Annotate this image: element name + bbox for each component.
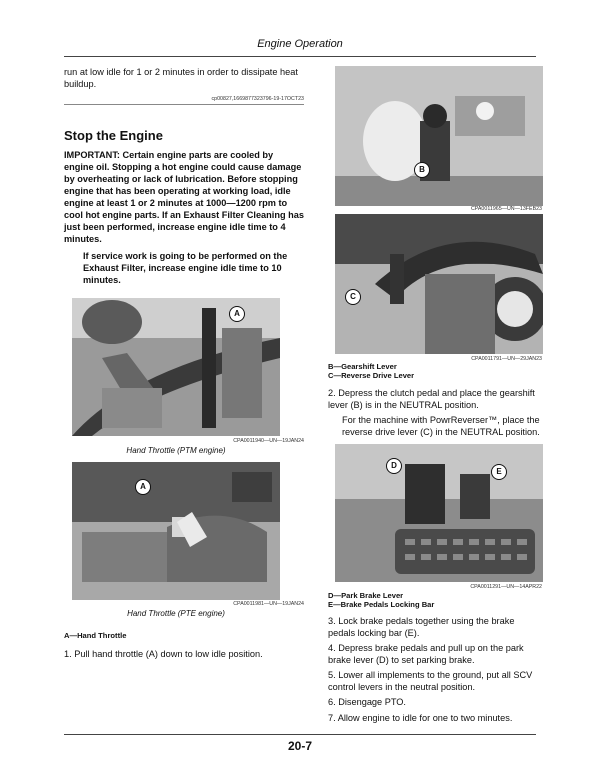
- important-block: [64, 149, 304, 245]
- legend-c: C—Reverse Drive Lever: [328, 371, 415, 380]
- step-5: 5. Lower all implements to the ground, put all SCV control levers in the neutral position.: [328, 670, 533, 692]
- step-1: 1. Pull hand throttle (A) down to low idle position.: [64, 649, 263, 659]
- important-label: IMPORTANT:: [64, 150, 120, 160]
- step-7: 7. Allow engine to idle for one to two minutes.: [328, 713, 513, 723]
- legend-b: B—Gearshift Lever: [328, 362, 397, 371]
- section-heading: Stop the Engine: [64, 128, 163, 143]
- step-6: 6. Disengage PTO.: [328, 697, 406, 707]
- important-note: If service work is going to be performed on the Exhaust Filter, increase engine idle time to 10 minutes.: [83, 251, 288, 285]
- fig2-code: CPA0011981—UN—19JAN24: [233, 601, 304, 607]
- section-rule: [64, 104, 304, 105]
- page-header: Engine Operation: [257, 38, 343, 50]
- intro-text: run at low idle for 1 or 2 minutes in order to dissipate heat buildup.: [64, 67, 298, 89]
- ref-code: cp00827,1669877323796-19-17OCT23: [211, 96, 304, 102]
- callout-d: D: [386, 458, 402, 474]
- callout-c: C: [345, 289, 361, 305]
- callout-b: B: [414, 162, 430, 178]
- legend-d: D—Park Brake Lever: [328, 591, 404, 600]
- fig2-caption: Hand Throttle (PTE engine): [127, 609, 225, 618]
- callout-a-2: A: [135, 479, 151, 495]
- step-3: 3. Lock brake pedals together using the brake pedals locking bar (E).: [328, 616, 515, 638]
- callout-e: E: [491, 464, 507, 480]
- header-rule: [64, 56, 536, 57]
- reverse-drive-lever-photo: [335, 214, 543, 354]
- fig1-code: CPA0011940—UN—19JAN24: [233, 438, 304, 444]
- gearshift-lever-photo: [335, 66, 543, 206]
- legend-a: A—Hand Throttle: [64, 631, 127, 640]
- step-2: 2. Depress the clutch pedal and place the gearshift lever (B) is in the NEUTRAL position.: [328, 388, 535, 410]
- step-2-note: For the machine with PowrReverser™, place the reverse drive lever (C) in the NEUTRAL position.: [342, 415, 540, 437]
- legend-e: E—Brake Pedals Locking Bar: [328, 600, 435, 609]
- footer-rule: [64, 734, 536, 735]
- hand-throttle-ptm-photo: [72, 298, 280, 436]
- page-number: 20-7: [287, 739, 313, 753]
- important-text: Certain engine parts are cooled by engine oil. Stopping a hot engine could cause damage by overheating or lack of lubrication. Before stopping engine that has been operating at working load, idle engine at least 1 or 2 minutes at 1000—1200 rpm to cool hot engine parts. If an Exhaust Filter Cleaning has just been performed, increase engine idle time to 4 minutes.: [64, 150, 304, 244]
- brake-pedals-photo: [335, 444, 543, 582]
- fig5-code: CPA0011291—UN—14APR22: [470, 584, 542, 590]
- hand-throttle-pte-photo: [72, 462, 280, 600]
- fig1-caption: Hand Throttle (PTM engine): [126, 446, 226, 455]
- step-4: 4. Depress brake pedals and pull up on the park brake lever (D) to set parking brake.: [328, 643, 524, 665]
- fig3-code: CPA0011965—UN—13FEB23: [470, 206, 542, 212]
- fig4-code: CPA0011791—UN—29JAN23: [471, 356, 542, 362]
- callout-a-1: A: [229, 306, 245, 322]
